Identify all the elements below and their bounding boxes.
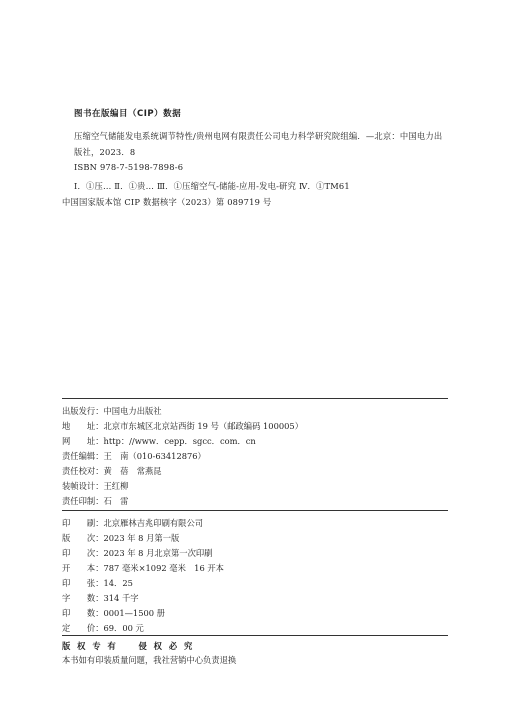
word-count-value: 314 千字 [103,593,139,603]
cip-isbn: ISBN 978-7-5198-7898-6 [74,162,184,172]
designer-row [62,480,128,492]
proofreader-value: 黄 蓓 常燕昆 [103,466,162,476]
divider-middle [62,510,448,511]
editor-value: 王 南（010-63412876） [103,451,206,461]
price-label: 定 价： [62,623,104,633]
editor-label: 责任编辑： [62,451,104,461]
print-manager-label: 责任印制： [62,496,104,506]
website-label: 网 址： [62,436,104,446]
printing-label: 印 次： [62,548,104,558]
format-value: 787 毫米×1092 毫米 16 开本 [103,563,224,573]
address-value: 北京市东城区北京站西街 19 号（邮政编码 100005） [103,421,303,431]
address-label: 地 址： [62,421,104,431]
edition-row [62,532,179,544]
sheets-row [62,577,133,589]
print-manager-value: 石 雷 [103,496,129,506]
format-label: 开 本： [62,563,104,573]
address-row [62,420,303,432]
print-run-value: 0001—1500 册 [103,608,165,618]
print-run-label: 印 数： [62,608,104,618]
website-value: http：//www．cepp．sgcc．com．cn [103,436,256,446]
print-run-row [62,607,165,619]
proofreader-row [62,465,162,477]
editor-row [62,450,206,462]
price-value: 69．00 元 [103,623,144,633]
website-row [62,435,256,447]
printing-row [62,547,212,559]
sheets-label: 印 张： [62,578,104,588]
printer-label: 印 刷： [62,518,104,528]
cip-record-number: 中国国家版本馆 CIP 数据核字（2023）第 089719 号 [62,197,272,207]
publisher-row [62,405,162,417]
copyright-notice: 版 权 专 有 侵 权 必 究 [62,641,195,651]
divider-bottom [62,635,448,636]
designer-label: 装帧设计： [62,481,104,491]
publisher-value: 中国电力出版社 [103,406,162,416]
return-policy-note: 本书如有印装质量问题，我社营销中心负责退换 [62,655,237,665]
format-row [62,562,224,574]
print-manager-row [62,495,128,507]
price-row [62,622,144,634]
proofreader-label: 责任校对： [62,466,104,476]
word-count-label: 字 数： [62,593,104,603]
cip-classification: Ⅰ．①压… Ⅱ．①贵… Ⅲ．①压缩空气-储能-应用-发电-研究 Ⅳ．①TM61 [74,181,350,191]
designer-value: 王红柳 [103,481,129,491]
printer-value: 北京雁林吉兆印刷有限公司 [103,518,204,528]
cip-title-line: 压缩空气储能发电系统调节特性/贵州电网有限责任公司电力科学研究院组编．—北京：中国电力出 [74,131,443,141]
publisher-label: 出版发行： [62,406,104,416]
cip-heading: 图书在版编目（CIP）数据 [74,109,182,119]
edition-label: 版 次： [62,533,104,543]
cip-title-line-continued: 版社，2023．8 [74,147,136,157]
word-count-row [62,592,139,604]
divider-top [62,398,448,399]
sheets-value: 14．25 [103,578,133,588]
edition-value: 2023 年 8 月第一版 [103,533,180,543]
printer-row [62,517,203,529]
printing-value: 2023 年 8 月北京第一次印刷 [103,548,213,558]
